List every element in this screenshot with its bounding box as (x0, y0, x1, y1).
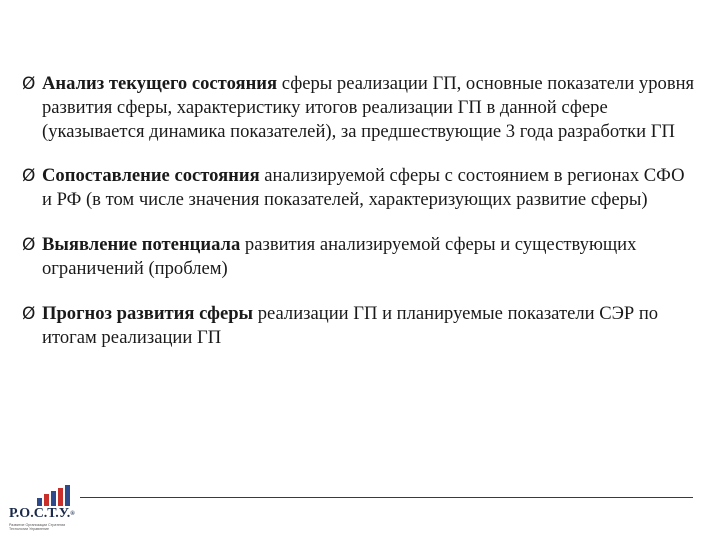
bullet-item-comparison (22, 164, 697, 212)
footer-divider (80, 497, 693, 498)
bullet-text: сферы реализации ГП, основные показатели уровня развития сферы, характеристику итогов реализации ГП в данной сфере (указывается динамика показателей), за предшествующие 3 года разработки ГП (42, 73, 695, 142)
logo-bar (65, 485, 70, 506)
bullet-heading: Анализ текущего состояния (42, 73, 278, 94)
logo-bar (51, 491, 56, 506)
logo-wordmark: Р.О.С.Т.У.® (9, 506, 75, 521)
bullet-heading: Прогноз развития сферы (42, 303, 254, 324)
bullet-text: анализируемой сферы с состоянием в регионах СФО и РФ (в том числе значения показателей, характеризующих развитие сферы) (42, 165, 685, 210)
arrow-bullet-icon: Ø (22, 304, 36, 324)
logo-bar (44, 494, 49, 506)
bullet-item-analysis (22, 72, 697, 144)
bullet-item-potential (22, 233, 697, 281)
bullet-text: развития анализируемой сферы и существующих ограничений (проблем) (42, 234, 637, 279)
arrow-bullet-icon: Ø (22, 74, 36, 94)
bullet-text: реализации ГП и планируемые показатели СЭР по итогам реализации ГП (42, 303, 659, 348)
bullet-item-forecast (22, 302, 697, 350)
bullet-list (22, 72, 697, 370)
rostu-logo (9, 484, 79, 538)
bullet-heading: Выявление потенциала (42, 234, 241, 255)
logo-bar (37, 498, 42, 506)
bullet-heading: Сопоставление состояния (42, 165, 260, 186)
arrow-bullet-icon: Ø (22, 235, 36, 255)
logo-tagline: Развитие Организации Стратегии Технологии Управление (9, 523, 66, 532)
bar-chart-logo-icon (35, 484, 75, 506)
arrow-bullet-icon: Ø (22, 166, 36, 186)
logo-bar (58, 488, 63, 506)
